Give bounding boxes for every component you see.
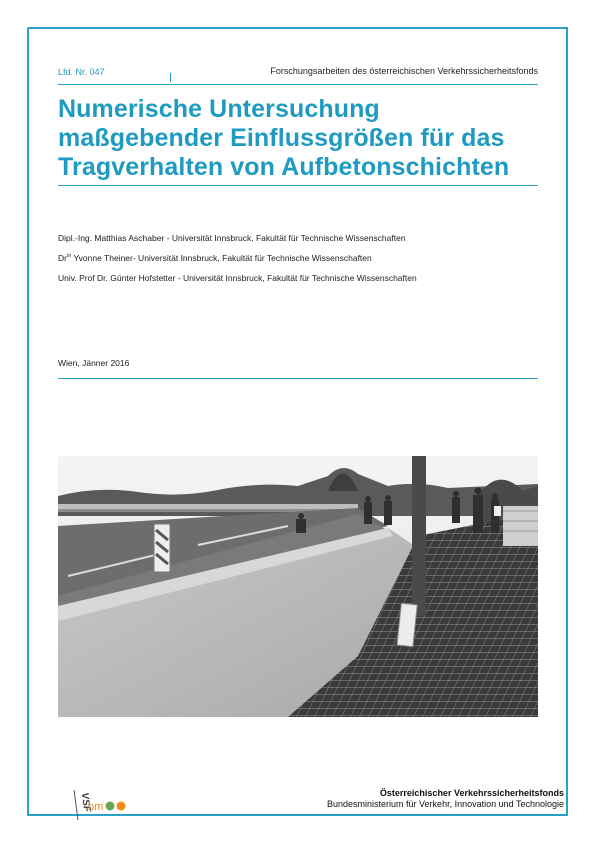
publication-date: Wien, Jänner 2016 <box>58 358 130 368</box>
series-name: Forschungsarbeiten des österreichischen Verkehrssicherheitsfonds <box>270 66 538 76</box>
author-3: Univ. Prof Dr. Günter Hofstetter - Universität Innsbruck, Fakultät für Technische Wissenschaften <box>58 273 417 283</box>
bmvit-logo-mark-2 <box>117 802 126 811</box>
author-1: Dipl.-Ing. Matthias Aschaber - Universität Innsbruck, Fakultät für Technische Wissenschaften <box>58 233 406 243</box>
vsf-bmvit-logo <box>72 786 132 826</box>
series-number: Lfd. Nr. 047 <box>58 67 105 77</box>
org-name: Österreichischer Verkehrssicherheitsfonds <box>379 788 564 798</box>
bmvit-logo-mark-1 <box>106 802 115 811</box>
author-2: $Dr^{in}$ Yvonne Theiner- Universität Innsbruck, Fakultät für Technische Wissenschaften <box>58 253 372 263</box>
header-rule <box>58 84 538 85</box>
cover-photo <box>58 456 538 717</box>
ministry-name: Bundesministerium für Verkehr, Innovation und Technologie <box>327 799 564 809</box>
bmvit-logo-text: bm <box>88 801 104 813</box>
title-line-3: Tragverhalten von Aufbetonschichten <box>58 153 510 181</box>
date-rule <box>58 378 538 379</box>
title-rule <box>58 185 538 186</box>
vsf-logo-text: VSF <box>78 791 93 813</box>
publisher-block <box>327 788 564 810</box>
divider-tick <box>170 73 171 82</box>
title-line-1: Numerische Untersuchung <box>58 95 380 123</box>
document-title <box>58 95 548 182</box>
title-line-2: maßgebender Einflussgrößen für das <box>58 124 505 152</box>
